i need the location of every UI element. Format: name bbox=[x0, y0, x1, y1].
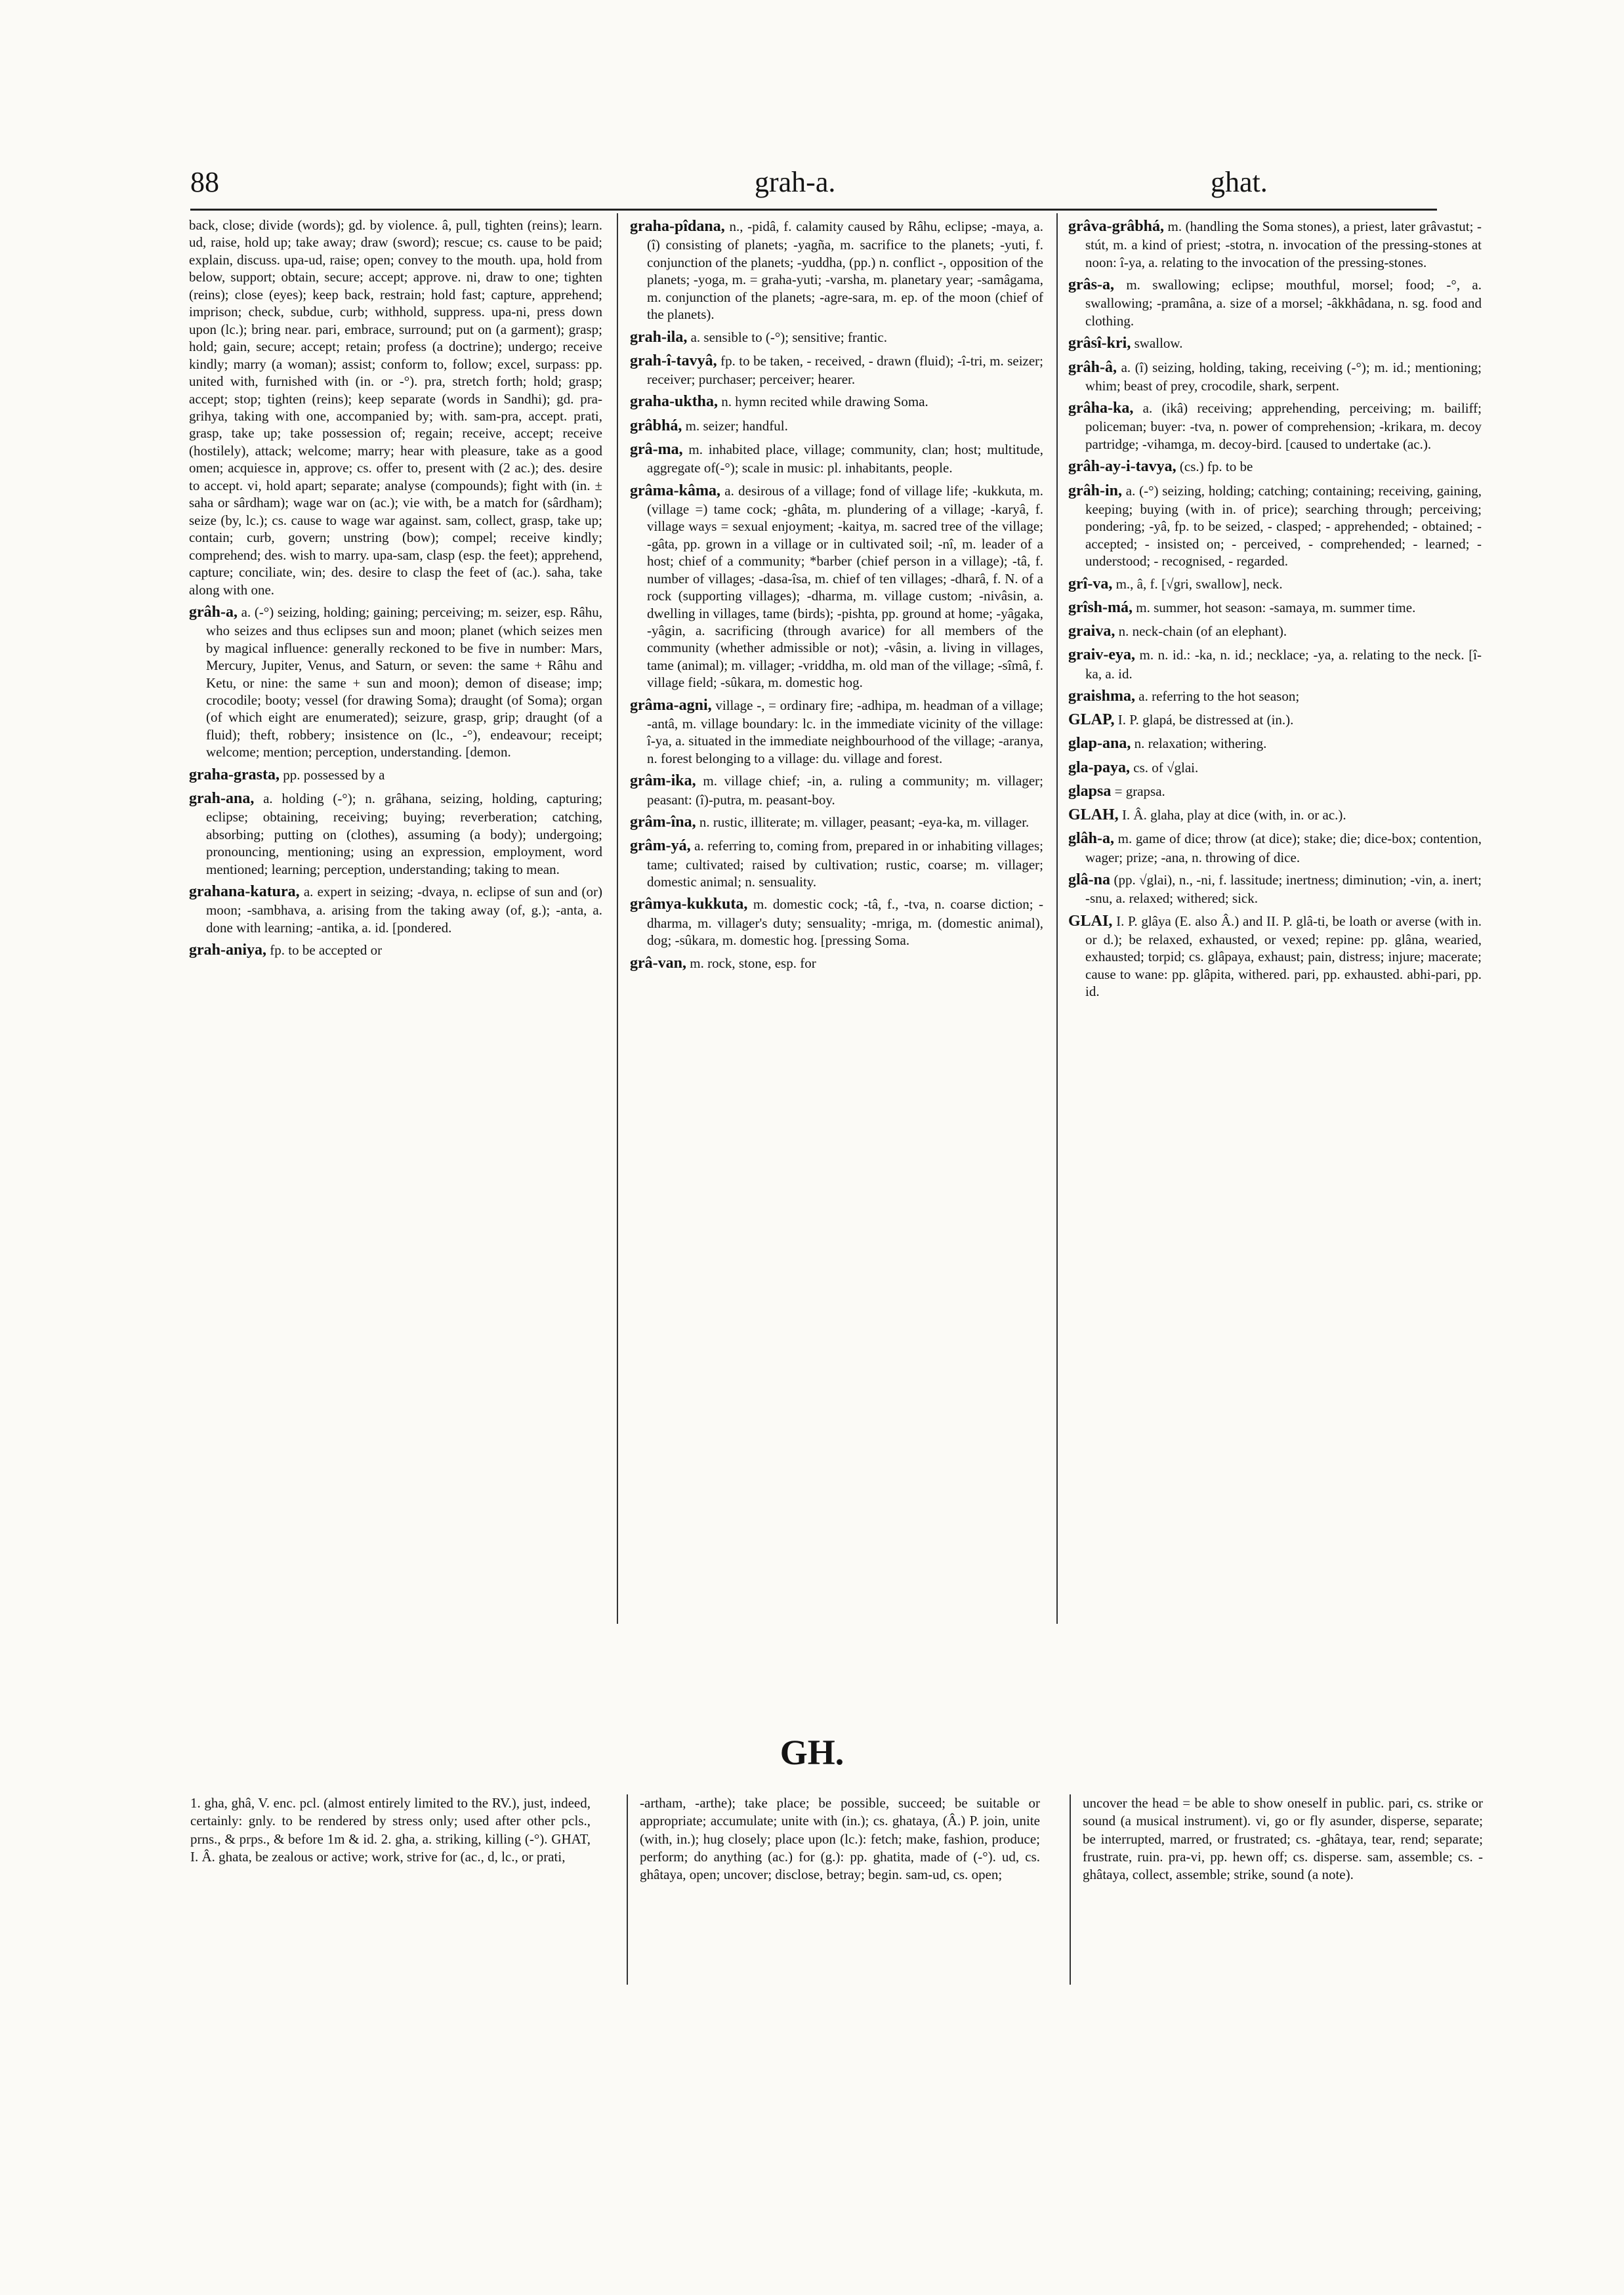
column-2 bbox=[630, 217, 1043, 1627]
entry-text: back, close; divide (words); gd. by violence. â, pull, tighten (reins); learn. ud, raise, hold up; take away; draw (sword); rescue; cs. cause to be paid; explain, discuss. upa-ud, raise; open; convey to the mouth. upa, hold from below, support; obtain, secure; accept; approve. ni, draw to one; tighten (reins); close (eyes); keep back, restrain; hold fast; capture, apprehend; imprison; check, subdue, curb; withhold, suppress. upa-ni, press down upon (lc.); bring near. pari, embrace, surround; put on (a garment); grasp; hold; gain, secure; accept; retain; profess (a doctrine); undergo; receive kindly; marry (a woman); assist; conform to, follow; excel, surpass: pp. united with, furnished with (in. or -°). pra, stretch forth; hold; grasp; accept; stop; tighten (reins); keep separate (words in Sandhi); gd. pra-grihya, taking with one, accompanied by; with. sam-pra, accept. prati, grasp, take up; take possession of; regain; receive, accept; receive (hostilely), attack; welcome; marry; hear with pleasure, take as a good omen; acquiesce in, approve; cs. offer to, present with (2 ac.); des. desire to accept. vi, hold apart; separate; analyse (compounds); fight with (in. ± saha or sârdham); wage war on (ac.); vie with, be a match for (sârdham); seize (by, lc.); cs. cause to wage war against. sam, collect, grasp, take up; contain; curb, govern; unstring (bow); compel; receive kindly; comprehend; des. wish to marry. upa-sam, clasp (esp. the feet); apprehend, capture; conciliate, win; des. desire to clasp the feet of (ac.). saha, take along with one. bbox=[189, 217, 602, 598]
dictionary-entry bbox=[1068, 598, 1482, 617]
dictionary-entry bbox=[630, 771, 1043, 808]
headword: grâbhá, bbox=[630, 417, 682, 434]
headword: grâma-kâma, bbox=[630, 482, 720, 499]
dictionary-entry bbox=[1068, 457, 1482, 476]
headword: graha-grasta, bbox=[189, 766, 280, 783]
dictionary-entry bbox=[189, 882, 602, 936]
dictionary-entry bbox=[630, 481, 1043, 692]
entry-text: cs. of √glai. bbox=[1133, 759, 1199, 775]
entry-text: a. sensible to (-°); sensitive; frantic. bbox=[690, 329, 887, 345]
headword: grâh-â, bbox=[1068, 358, 1117, 376]
dictionary-entry bbox=[189, 940, 602, 960]
entry-text: a. referring to, coming from, prepared in or inhabiting villages; tame; cultivated; raised by cultivation; rustic, coarse; m. villager; domestic animal; n. sensuality. bbox=[647, 838, 1043, 890]
entry-text: m. game of dice; throw (at dice); stake; die; dice-box; contention, wager; prize; -ana, n. throwing of dice. bbox=[1085, 831, 1482, 865]
column-1 bbox=[189, 217, 602, 1627]
headword: grahana-katura, bbox=[189, 883, 300, 901]
entry-text: a. desirous of a village; fond of village life; -kukkuta, m. (village =) tame cock; -ghâta, m. plundering of a village; -karyâ, f. village ways = sexual enjoyment; -kaitya, m. sacred tree of the village; -gâta, pp. grown in a village or in cultivated soil; -nî, m. leader of a host; chief of a community; *barber (chief person in a village); -tâ, f. number of villages; -dasa-îsa, m. chief of ten villages; -dharâ, f. N. of a rock (supporting villages); -dharma, m. village custom; -nivâsin, a. dwelling in villages, tame (birds); -pishta, pp. ground at home; -yâgaka, -yâgin, a. sacrificing (through avarice) for all members of the community (whether admissible or not); -vâsin, a. living in villages, tame (animal); m. villager; -vriddha, m. old man of the village; -sîmâ, f. village field; -sûkara, m. domestic hog. bbox=[647, 482, 1043, 691]
headword: grâm-ika, bbox=[630, 772, 696, 790]
bottom-column-2 bbox=[640, 1794, 1040, 1991]
entry-text: pp. possessed by a bbox=[283, 766, 385, 783]
page-number: 88 bbox=[190, 166, 219, 198]
dictionary-entry bbox=[1068, 829, 1482, 866]
header-rule bbox=[190, 209, 1437, 211]
entry-text: m. (handling the Soma stones), a priest, later grâvastut; -stút, m. a kind of priest; -stotra, n. invocation of the pressing-stones at noon: î-ya, a. relating to the invocation of the pressing-stones. bbox=[1085, 218, 1482, 270]
dictionary-entry bbox=[1068, 217, 1482, 271]
entry-text: a. holding (-°); n. grâhana, seizing, holding, capturing; eclipse; obtaining, receiving; buying; reverberation; catching, absorbing; putting on (clothes), assuming (a body); undergoing; pronouncing, mentioning; using an expression, employment, word mentioned; learning; perception, understanding; taking to mean. bbox=[206, 791, 602, 877]
section-heading: GH. bbox=[780, 1733, 844, 1772]
headword: grah-aniya, bbox=[189, 941, 267, 959]
dictionary-entry bbox=[1068, 574, 1482, 594]
headword: glâh-a, bbox=[1068, 830, 1115, 848]
entry-text: fp. to be taken, - received, - drawn (fluid); -î-tri, m. seizer; receiver; purchaser; perceiver; hearer. bbox=[647, 352, 1043, 387]
headword: GLAH, bbox=[1068, 806, 1119, 824]
dictionary-entry bbox=[630, 416, 1043, 436]
dictionary-entry bbox=[1068, 734, 1482, 753]
column-3 bbox=[1068, 217, 1482, 1627]
dictionary-entry bbox=[630, 836, 1043, 890]
entry-text: m. domestic cock; -tâ, f., -tva, n. coarse diction; -dharma, m. villager's duty; sensuality; -mriga, m. (domestic animal), dog; -sûkara, m. domestic hog. [pressing Soma. bbox=[647, 896, 1043, 949]
dictionary-entry bbox=[189, 602, 602, 761]
dictionary-entry bbox=[1068, 781, 1482, 801]
dictionary-entry bbox=[630, 217, 1043, 323]
dictionary-entry bbox=[189, 765, 602, 785]
headword: graiv-eya, bbox=[1068, 646, 1135, 664]
headword: grah-î-tavyâ, bbox=[630, 352, 717, 369]
entry-text: m., â, f. [√gri, swallow], neck. bbox=[1115, 575, 1283, 592]
entry-text: a. (-°) seizing, holding; gaining; perceiving; m. seizer, esp. Râhu, who seizes and thus eclipses sun and moon; planet (which seizes men by magical influence: generally reckoned to be five in number: Mars, Mercury, Jupiter, Venus, and Saturn, or seven: the same + Râhu and Ketu, or nine: the same + sun and moon); demon of disease; imp; crocodile; booty; vessel (for drawing Soma); draught (of Soma); organ (of which eight are enumerated); seizure, grasp, grip; draught (of a fluid); theft, robbery; insistence on (lc., -°), endeavour; receipt; welcome; mention; perception, understanding. [demon. bbox=[206, 604, 602, 760]
entry-text: I. P. glâya (E. also Â.) and II. P. glâ-ti, be loath or averse (with in. or d.); be relaxed, exhausted, or vexed; repine: pp. glâna, wearied, exhausted; torpid; cs. glâpaya, exhaust; pain, distress; injure; macerate; cause to wane: pp. glâpita, withered. pari, pp. exhausted. abhi-pari, pp. id. bbox=[1085, 913, 1482, 1000]
headword: grâ-van, bbox=[630, 954, 686, 972]
bottom-column-1 bbox=[190, 1794, 591, 1991]
dictionary-entry bbox=[1068, 870, 1482, 907]
headword: grah-ila, bbox=[630, 328, 688, 346]
dictionary-entry bbox=[630, 351, 1043, 388]
dictionary-entry bbox=[1068, 621, 1482, 641]
headword: glapsa bbox=[1068, 782, 1112, 800]
entry-text: (cs.) fp. to be bbox=[1179, 459, 1253, 475]
headword: grah-ana, bbox=[189, 790, 255, 808]
entry-text: village -, = ordinary fire; -adhipa, m. headman of a village; -antâ, m. village boundary: lc. in the immediate vicinity of the village: î-ya, a. situated in the immediate neighbourhood of the village; -aranya, n. forest belonging to a village: du. village and forest. bbox=[647, 697, 1043, 766]
entry-text: = grapsa. bbox=[1114, 783, 1165, 799]
headword: GLAP, bbox=[1068, 711, 1115, 729]
headword: grâsî-kri, bbox=[1068, 335, 1131, 352]
headword: grâm-îna, bbox=[630, 814, 696, 831]
dictionary-entry bbox=[630, 953, 1043, 973]
headword: grâ-ma, bbox=[630, 440, 683, 458]
entry-text: m. village chief; -in, a. ruling a community; m. villager; peasant: (î)-putra, m. peasant-boy. bbox=[647, 773, 1043, 808]
entry-text: 1. gha, ghâ, V. enc. pcl. (almost entirely limited to the RV.), just, indeed, certainly: gnly. to be rendered by stress only; used after other pcls., prns., & prps., & before 1m & id. 2. gha, a. striking, killing (-°). GHAT, I. Â. ghata, be zealous or active; work, strive for (ac., d, lc., or prati, bbox=[190, 1795, 591, 1865]
entry-text: a. (-°) seizing, holding; catching; containing; receiving, gaining, keeping; buying (with in. of price); searching through; perceiving; pondering; -yâ, fp. to be seized, - clasped; - apprehended; - obtained; - accepted; - insisted on; - perceived, - comprehended; - learned; - understood; - recognised, - regarded. bbox=[1085, 482, 1482, 569]
entry-text: a. (î) seizing, holding, taking, receiving (-°); m. id.; mentioning; whim; beast of prey, crocodile, shark, serpent. bbox=[1085, 359, 1482, 394]
entry-text: m. summer, hot season: -samaya, m. summer time. bbox=[1136, 599, 1416, 615]
entry-text: m. rock, stone, esp. for bbox=[690, 955, 816, 971]
dictionary-entry bbox=[1068, 645, 1482, 682]
headword: grîsh-má, bbox=[1068, 598, 1133, 616]
entry-text: m. inhabited place, village; community, clan; host; multitude, aggregate of(-°); scale in music: pl. inhabitants, people. bbox=[647, 441, 1043, 476]
entry-text: n. relaxation; withering. bbox=[1134, 735, 1267, 752]
headword: glap-ana, bbox=[1068, 735, 1131, 753]
headword: graha-pîdana, bbox=[630, 218, 725, 235]
headword: grâh-a, bbox=[189, 603, 238, 621]
dictionary-entry bbox=[630, 327, 1043, 347]
headword: grâmya-kukkuta, bbox=[630, 896, 748, 913]
column-divider bbox=[1056, 213, 1058, 1624]
dictionary-entry bbox=[1068, 911, 1482, 1001]
dictionary-entry bbox=[189, 217, 602, 598]
column-divider bbox=[627, 1794, 628, 1985]
entry-text: a. (ikâ) receiving; apprehending, perceiving; m. bailiff; policeman; buyer: -tva, n. power of comprehension; -krikara, m. decoy partridge; -vihamga, m. decoy-bird. [caused to undertake (ac.). bbox=[1085, 400, 1482, 452]
dictionary-entry bbox=[1068, 358, 1482, 395]
dictionary-entry bbox=[1068, 481, 1482, 570]
dictionary-entry bbox=[630, 440, 1043, 477]
entry-text: n. neck-chain (of an elephant). bbox=[1118, 623, 1287, 640]
headword: grî-va, bbox=[1068, 575, 1113, 592]
headword: grâh-in, bbox=[1068, 482, 1123, 499]
dictionary-entry bbox=[1068, 275, 1482, 329]
entry-text: fp. to be accepted or bbox=[270, 942, 383, 959]
dictionary-entry bbox=[630, 392, 1043, 411]
entry-text: swallow. bbox=[1134, 335, 1183, 352]
entry-text: n., -pidâ, f. calamity caused by Râhu, eclipse; -maya, a. (î) consisting of planets; -yagña, m. sacrifice to the planets; -yuti, f. conjunction of the planets; -yuddha, (pp.) n. conflict -, opposition of the planets; -yoga, m. = graha-yuti; -varsha, m. planetary year; -samâgama, m. conjunction of the planets; -agre-sara, m. ep. of the moon (chief of the planets). bbox=[647, 218, 1043, 323]
dictionary-entry bbox=[1068, 758, 1482, 777]
entry-text: I. P. glapá, be distressed at (in.). bbox=[1117, 712, 1294, 728]
headword: grâha-ka, bbox=[1068, 400, 1134, 417]
page-header bbox=[190, 165, 1437, 205]
headword: graishma, bbox=[1068, 688, 1135, 705]
dictionary-entry bbox=[630, 695, 1043, 768]
headword: grâm-yá, bbox=[630, 837, 691, 855]
column-divider bbox=[617, 213, 618, 1624]
headword: gla-paya, bbox=[1068, 758, 1131, 776]
dictionary-entry bbox=[1068, 686, 1482, 706]
entry-text: n. rustic, illiterate; m. villager, peasant; -eya-ka, m. villager. bbox=[699, 814, 1030, 831]
dictionary-entry bbox=[1068, 710, 1482, 730]
entry-text: (pp. √glai), n., -ni, f. lassitude; inertness; diminution; -vin, a. inert; -snu, a. relaxed; withered; sick. bbox=[1085, 872, 1482, 907]
entry-text: n. hymn recited while drawing Soma. bbox=[721, 394, 928, 410]
column-divider bbox=[1070, 1794, 1071, 1985]
entry-text: I. Â. glaha, play at dice (with, in. or ac.). bbox=[1121, 807, 1346, 823]
entry-text: a. expert in seizing; -dvaya, n. eclipse of sun and (or) moon; -sambhava, a. arising from the taking away (of, g.); -anta, a. done with learning; -antika, a. id. [pondered. bbox=[206, 884, 602, 936]
headword: glâ-na bbox=[1068, 871, 1111, 889]
dictionary-entry bbox=[1068, 333, 1482, 353]
headword: grâh-ay-i-tavya, bbox=[1068, 458, 1176, 476]
headword: grâs-a, bbox=[1068, 276, 1114, 294]
entry-text: uncover the head = be able to show oneself in public. pari, cs. strike or sound (a musical instrument). vi, go or fly asunder, disperse, separate; be interrupted, marred, or frustrated; cs. -ghâtaya, tear, rend; separate; frustrate, ruin. pra-vi, pp. hewn off; cs. disperse. sam, assemble; cs. -ghâtaya, collect, assemble; strike, sound (a note). bbox=[1083, 1795, 1483, 1883]
headword: grâva-grâbhá, bbox=[1068, 218, 1164, 235]
entry-text: -artham, -arthe); take place; be possible, succeed; be suitable or appropriate; accumulate; unite with (in.); cs. ghataya, (Â.) P. join, unite (with, in.); hug closely; place upon (lc.): fetch; make, fashion, produce; perform; do anything (ac.) for (g.): pp. ghatita, made of (-°). ud, cs. ghâtaya, open; uncover; disclose, betray; begin. sam-ud, cs. open; bbox=[640, 1795, 1040, 1883]
dictionary-entry bbox=[1068, 398, 1482, 453]
headword: graiva, bbox=[1068, 623, 1115, 640]
bottom-column-3 bbox=[1083, 1794, 1483, 1991]
entry-text: m. swallowing; eclipse; mouthful, morsel; food; -°, a. swallowing; -pramâna, a. size of a morsel; -âkkhâdana, n. sg. food and clothing. bbox=[1085, 277, 1482, 329]
guide-word-right: ghat. bbox=[1211, 166, 1268, 198]
dictionary-entry bbox=[1068, 805, 1482, 825]
headword: grâma-agni, bbox=[630, 696, 712, 714]
guide-word-left: grah-a. bbox=[755, 166, 836, 198]
entry-text: m. seizer; handful. bbox=[685, 417, 788, 434]
headword: graha-uktha, bbox=[630, 393, 718, 411]
entry-text: a. referring to the hot season; bbox=[1138, 688, 1300, 705]
dictionary-entry bbox=[630, 812, 1043, 832]
dictionary-entry bbox=[189, 789, 602, 878]
dictionary-entry bbox=[630, 894, 1043, 949]
entry-text: m. n. id.: -ka, n. id.; necklace; -ya, a. relating to the neck. [î-ka, a. id. bbox=[1085, 647, 1482, 682]
headword: GLAI, bbox=[1068, 912, 1113, 930]
